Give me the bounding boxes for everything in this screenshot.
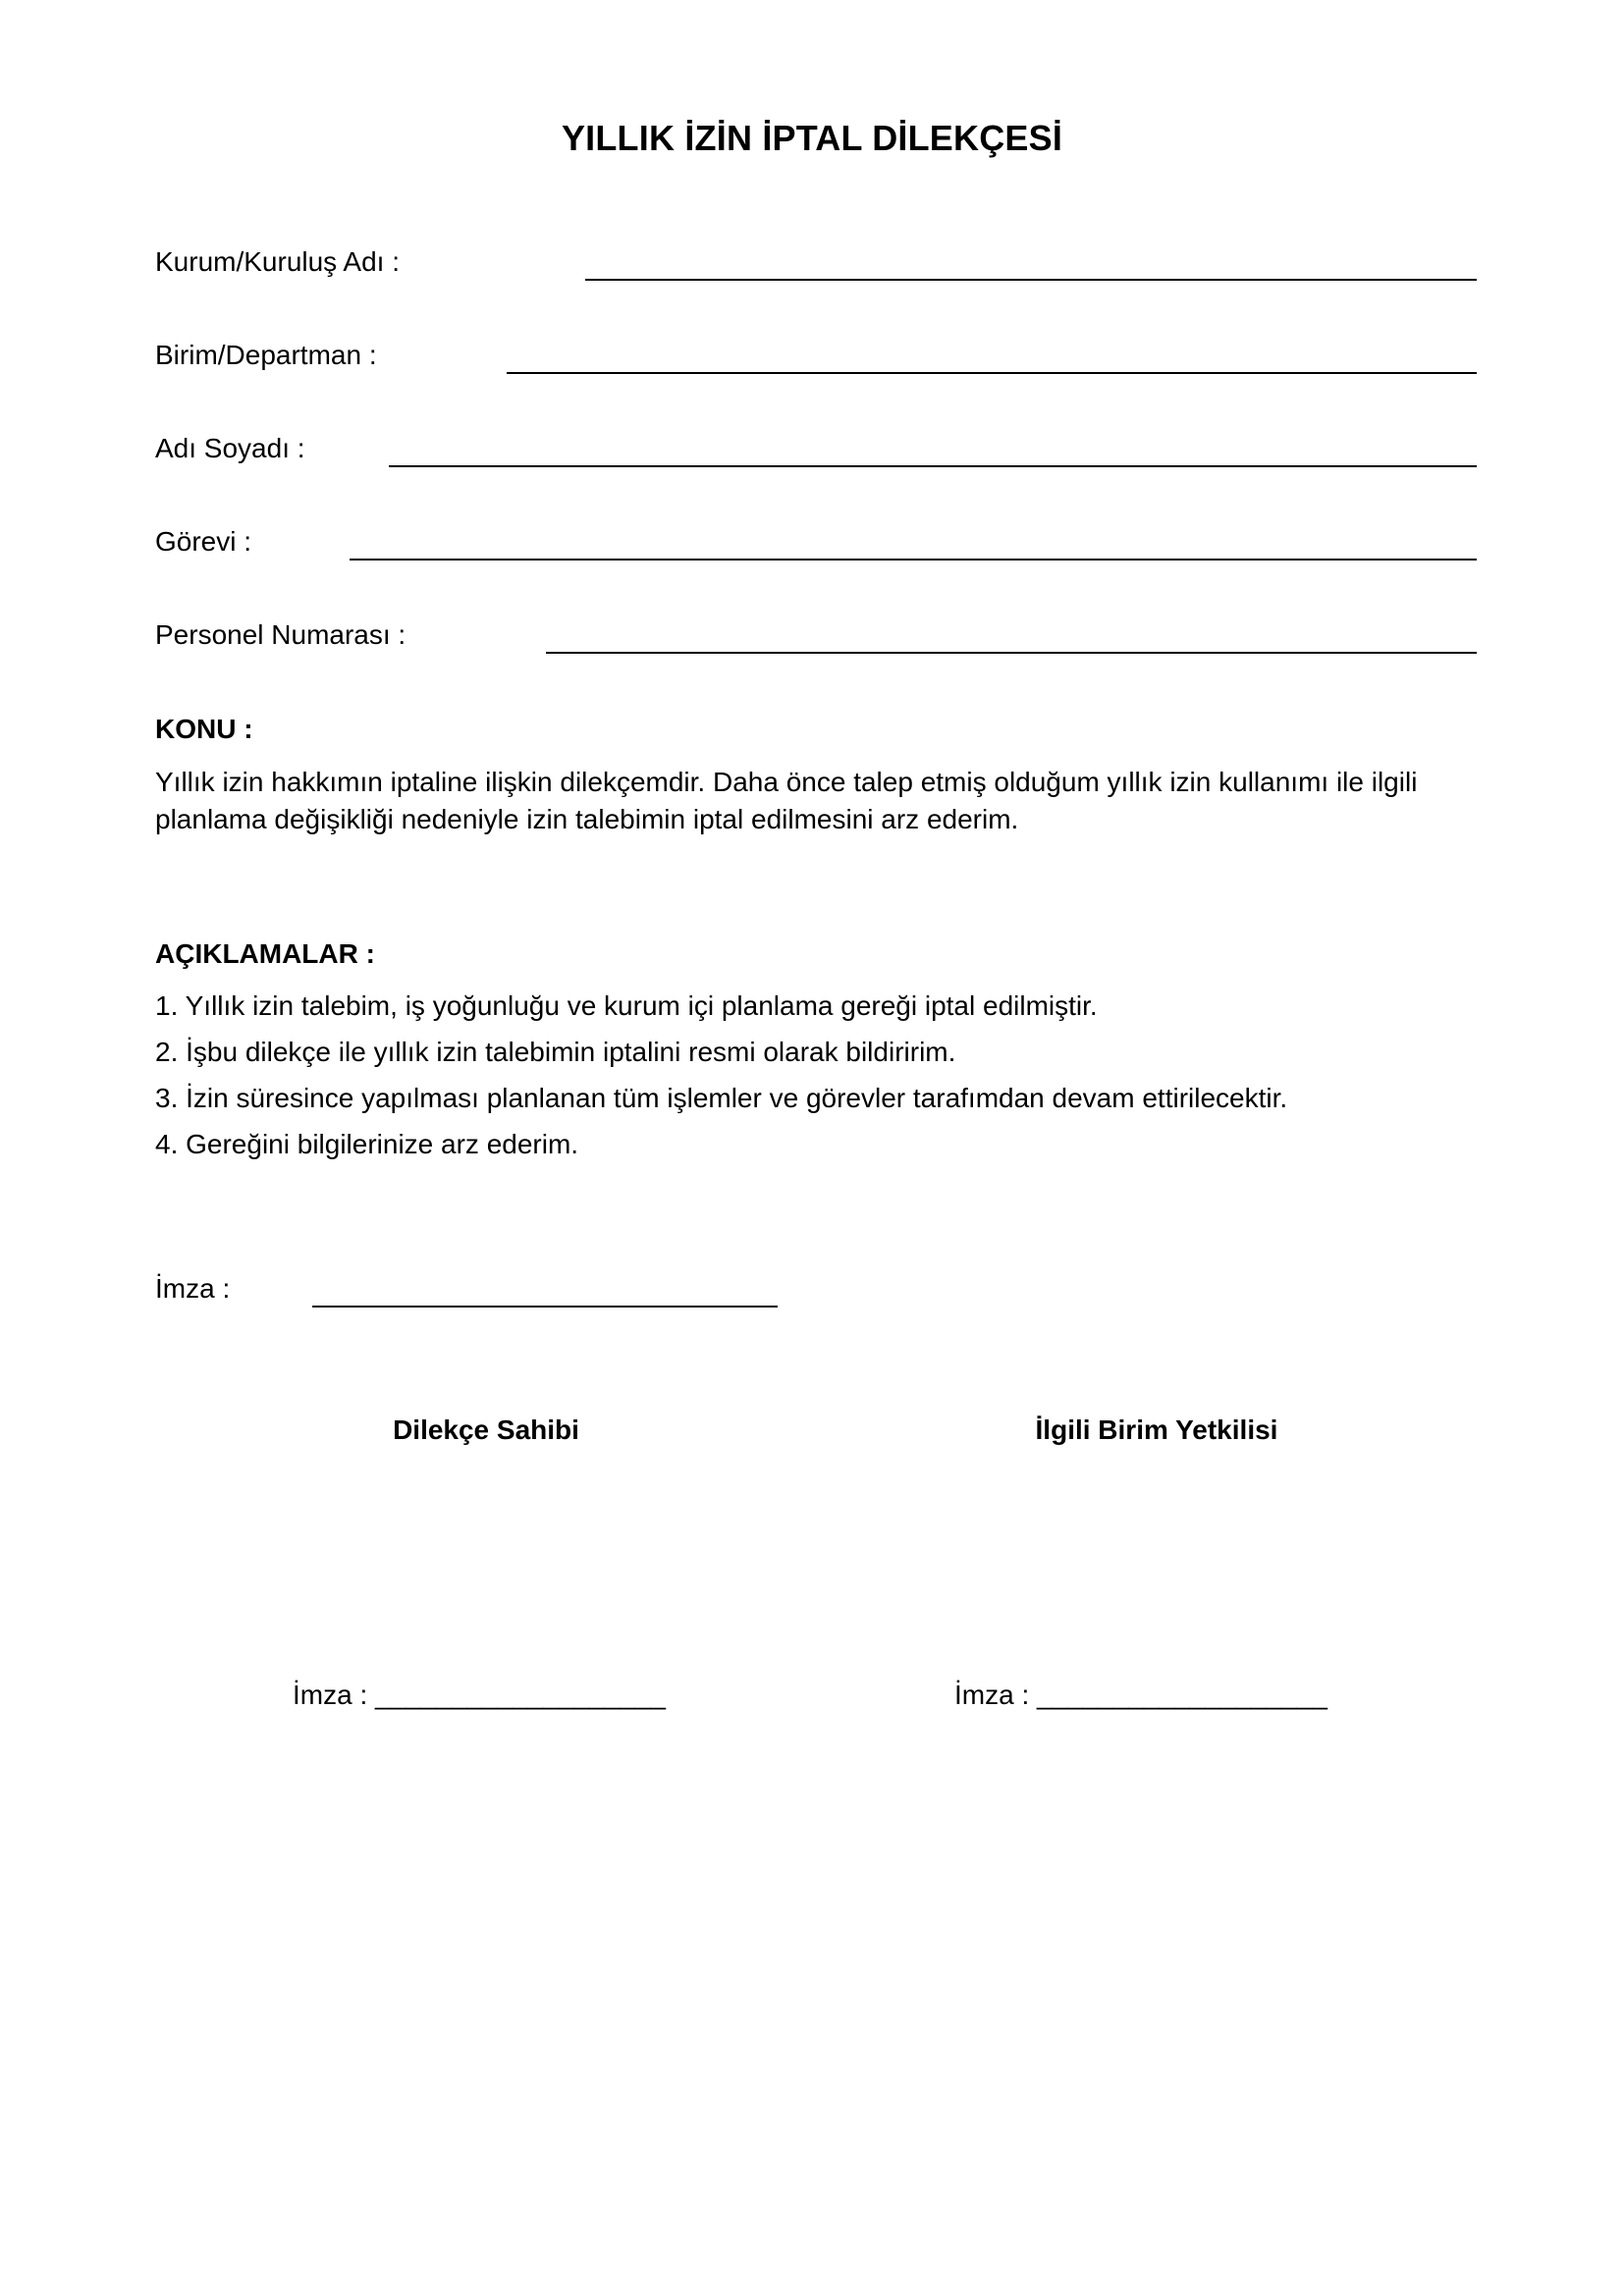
institution-label: Kurum/Kuruluş Adı : xyxy=(155,246,401,277)
subject-heading: KONU : xyxy=(155,714,253,744)
name-field-line[interactable] xyxy=(389,465,1477,467)
applicant-signature-line[interactable]: İmza : ___________________ xyxy=(293,1680,666,1710)
list-item: 3. İzin süresince yapılması planlanan tüm işlemler ve görevler tarafımdan devam ettirilecektir. xyxy=(155,1083,1288,1113)
subject-text: Yıllık izin hakkımın iptaline ilişkin dilekçemdir. Daha önce talep etmiş olduğum yıllık izin kullanımı ile ilgili planlama değişikliği nedeniyle izin talebimin iptal edilmesini arz ederim. xyxy=(155,767,1418,834)
name-label: Adı Soyadı : xyxy=(155,433,305,463)
institution-field-line[interactable] xyxy=(585,279,1477,281)
personnel-number-field-line[interactable] xyxy=(546,652,1477,654)
personnel-number-label: Personel Numarası : xyxy=(155,619,406,650)
applicant-heading: Dilekçe Sahibi xyxy=(393,1415,579,1445)
explanations-list xyxy=(155,989,1510,1174)
authority-signature-line[interactable]: İmza : ___________________ xyxy=(954,1680,1327,1710)
page-title: YILLIK İZİN İPTAL DİLEKÇESİ xyxy=(561,118,1063,158)
position-label: Görevi : xyxy=(155,526,252,557)
department-label: Birim/Departman : xyxy=(155,340,377,370)
signature-field-line[interactable] xyxy=(312,1306,778,1308)
signature-label: İmza : xyxy=(155,1273,231,1304)
list-item: 4. Gereğini bilgilerinize arz ederim. xyxy=(155,1129,579,1159)
list-item: 1. Yıllık izin talebim, iş yoğunluğu ve kurum içi planlama gereği iptal edilmiştir. xyxy=(155,990,1098,1021)
department-field-line[interactable] xyxy=(507,372,1477,374)
explanations-heading: AÇIKLAMALAR : xyxy=(155,938,375,969)
list-item: 2. İşbu dilekçe ile yıllık izin talebimin iptalini resmi olarak bildiririm. xyxy=(155,1037,956,1067)
authority-heading: İlgili Birim Yetkilisi xyxy=(1035,1415,1278,1445)
position-field-line[interactable] xyxy=(350,559,1477,561)
